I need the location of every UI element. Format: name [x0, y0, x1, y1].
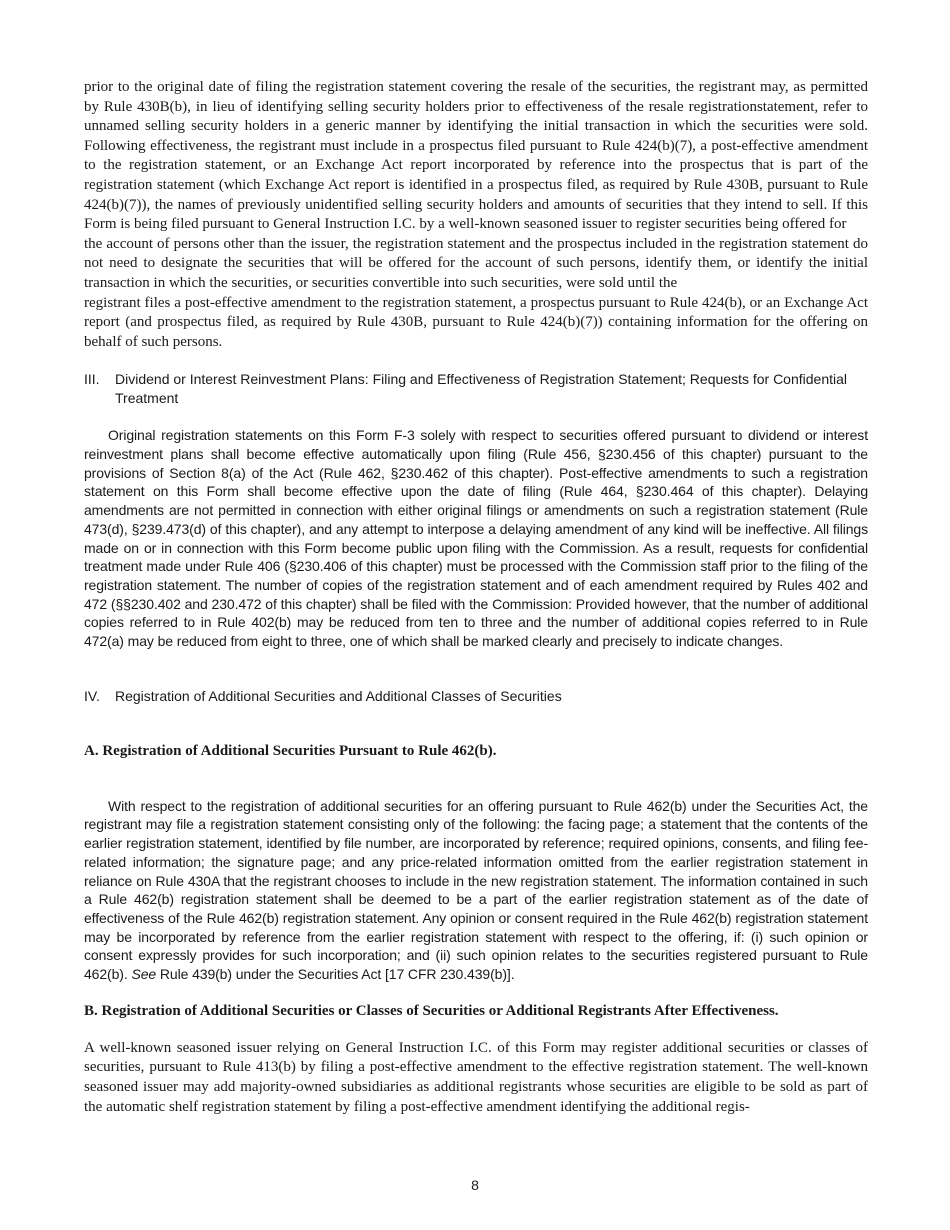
subsection-a-body-main: With respect to the registration of additional securities for an offering pursuant to Rule 462(b) under the Securities Act, the registrant may file a registration statement consisting only of the following: the facing page; a statement that the contents of the earlier registration statement, identified by file number, are incorporated by reference; required opinions, consents, and filing fee-related information; the signature page; and any price-related information omitted from the earlier registration statement in reliance on Rule 430A that the registrant chooses to include in the new registration statement. The information contained in such a Rule 462(b) registration statement shall be deemed to be a part of the earlier registration statement as of the date of effectiveness of the Rule 462(b) registration statement. Any opinion or consent required in the Rule 462(b) registration statement may be incorporated by reference from the earlier registration statement with respect to the offering, if: (i) such opinion or consent expressly provides for such incorporation; and (ii) such opinion relates to the securities registered pursuant to Rule 462(b). [84, 797, 868, 983]
section-3-heading [84, 370, 868, 408]
subsection-a-body [84, 797, 868, 984]
subsection-a-heading: A. Registration of Additional Securities Pursuant to Rule 462(b). [84, 742, 497, 759]
continuation-paragraph-2: the account of persons other than the issuer, the registration statement and the prospectus included in the registration statement do not need to designate the securities that will be offered for the account of such persons, identify them, or identify the initial transaction in which the securities, or securities convertible into such securities, were sold until the [84, 235, 868, 291]
subsection-b-body: A well-known seasoned issuer relying on General Instruction I.C. of this Form may register additional securities or classes of securities, pursuant to Rule 413(b) by filing a post-effective amendment to the effective registration statement. The well-known seasoned issuer may add majority-owned subsidiaries as additional registrants whose securities are eligible to be sold as part of the automatic shelf registration statement by filing a post-effective amendment identifying the additional regis- [84, 1039, 868, 1115]
section-3-body: Original registration statements on this Form F-3 solely with respect to securities offered pursuant to dividend or interest reinvestment plans shall become effective automatically upon filing (Rule 456, §230.456 of this chapter) pursuant to the provisions of Section 8(a) of the Act (Rule 462, §230.462 of this chapter). Post-effective amendments to such a registration statement on this Form shall become effective upon the date of filing (Rule 464, §230.464 of this chapter). Delaying amendments are not permitted in connection with either original filings or amendments on such a registration statement (Rule 473(d), §239.473(d) of this chapter), and any attempt to interpose a delaying amendment of any kind will be ineffective. All filings made on or in connection with this Form become public upon filing with the Commission. As a result, requests for confidential treatment made under Rule 406 (§230.406 of this chapter) must be processed with the Commission staff prior to the filing of the registration statement. The number of copies of the registration statement and of each amendment required by Rules 402 and 472 (§§230.402 and 230.472 of this chapter) shall be filed with the Commission: Provided however, that the number of additional copies referred to in Rule 402(b) may be reduced from ten to three and the number of additional copies referred to in Rule 472(a) may be reduced from eight to three, one of which shall be marked clearly and precisely to indicate changes. [84, 427, 868, 650]
subsection-a-see-word: See [131, 966, 157, 983]
continuation-paragraph-3: registrant files a post-effective amendment to the registration statement, a prospectus pursuant to Rule 424(b), or an Exchange Act report (and prospectus filed, as required by Rule 430B, pursuant to Rule 424(b)(7)) containing information for the offering on behalf of such persons. [84, 294, 868, 350]
document-page [84, 78, 868, 1117]
subsection-b-heading: B. Registration of Additional Securities or Classes of Securities or Additional Registrants After Effectiveness. [84, 1002, 779, 1019]
section-3-title: Dividend or Interest Reinvestment Plans: Filing and Effectiveness of Registration Statement; Requests for Confidential Treatment [115, 371, 848, 407]
continuation-paragraph-1: prior to the original date of filing the registration statement covering the resale of the securities, the registrant may, as permitted by Rule 430B(b), in lieu of identifying selling security holders prior to effectiveness of the resale registrationstatement, refer to unnamed selling security holders in a generic manner by identifying the initial transaction in which the securities were sold. Following effectiveness, the registrant must include in a prospectus filed pursuant to Rule 424(b)(7), a post-effective amendment to the registration statement, or an Exchange Act report incorporated by reference into the prospectus that is part of the registration statement (which Exchange Act report is identified in a prospectus filed, as required by Rule 430B, pursuant to Rule 424(b)(7)), the names of previously unidentified selling security holders and amounts of securities that they intend to sell. If this Form is being filed pursuant to General Instruction I.C. by a well-known seasoned issuer to register securities being offered for [84, 79, 868, 233]
section-4-title: Registration of Additional Securities and Additional Classes of Securities [115, 687, 562, 704]
subsection-a-body-tail: Rule 439(b) under the Securities Act [17 CFR 230.439(b)]. [156, 966, 515, 983]
section-3-number: III. [84, 371, 100, 388]
section-4-number: IV. [84, 687, 100, 704]
page-number: 8 [471, 1177, 479, 1193]
section-4-heading [84, 687, 868, 706]
